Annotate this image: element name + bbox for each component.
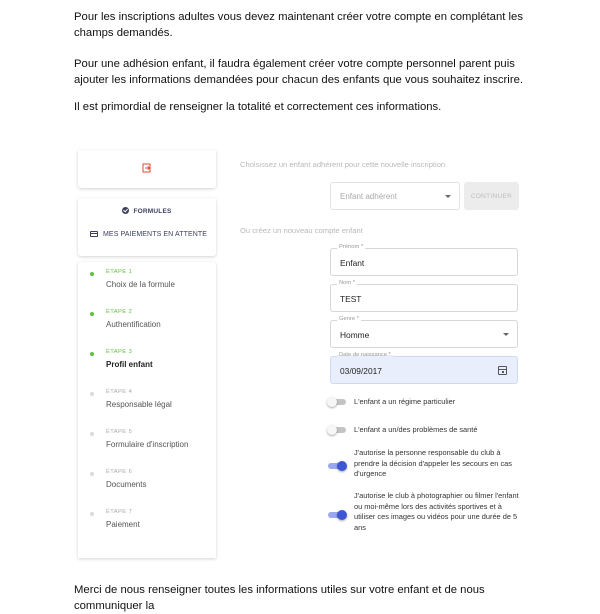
step-1[interactable] [78,269,216,309]
step-5[interactable] [78,429,216,469]
toggle-knob [327,397,337,407]
embedded-screenshot [74,150,544,558]
sidebar-menu-card [78,198,216,256]
step-title: Choix de la formule [106,280,175,289]
enfant-adherent-select[interactable] [330,182,460,210]
step-status-dot [90,352,94,356]
step-label: ÉTAPE 5 [106,429,133,435]
step-title: Documents [106,480,147,489]
intro-paragraph-children: Pour une adhésion enfant, il faudra également créer votre compte personnel parent puis ajouter les informations demandées pour chacun des enfants que vous souhaitez inscrire. [74,58,524,86]
step-status-dot [90,432,94,436]
step-status-dot [90,312,94,316]
sante-toggle[interactable] [328,427,346,433]
nom-field[interactable] [330,280,518,312]
step-6[interactable] [78,469,216,509]
closing-paragraph: Merci de nous renseigner toutes les informations utiles sur votre enfant et de nous communiquer la [74,584,485,612]
field-label: Genre * [339,316,359,322]
toggle-knob [337,510,347,520]
regime-toggle-label: L'enfant a un régime particulier [354,397,456,406]
step-status-dot [90,472,94,476]
step-label: ÉTAPE 6 [106,469,133,475]
steps-card [78,262,216,558]
field-value: Homme [340,330,370,340]
date-naissance-field[interactable] [330,352,518,384]
create-child-hint: Ou créez un nouveau compte enfant [240,226,363,235]
step-status-dot [90,512,94,516]
field-label: Date de naissance * [339,352,391,358]
field-value: TEST [340,294,362,304]
formules-label: FORMULES [133,208,172,215]
check-circle-icon [122,207,129,214]
step-label: ÉTAPE 2 [106,309,133,315]
photo-toggle-label: J'autorise le club à photographier ou filmer l'enfant ou moi-même lors des activités sportives et à utiliser ces images ou vidéos pour une durée de 5 ans [354,491,519,532]
step-title: Responsable légal [106,400,172,409]
step-3[interactable] [78,349,216,389]
field-label: Prénom * [339,244,364,250]
chevron-down-icon [503,333,509,336]
step-title: Authentification [106,320,161,329]
genre-select[interactable] [330,316,518,348]
formules-link[interactable] [78,207,216,215]
secours-toggle-label: J'autorise la personne responsable du club à prendre la décision d'appeler les secours en cas d'urgence [354,448,512,478]
paiements-label: MES PAIEMENTS EN ATTENTE [103,231,208,238]
step-status-dot [90,272,94,276]
prenom-field[interactable] [330,244,518,276]
field-label: Nom * [339,280,356,286]
sidebar-header-card [78,150,216,188]
step-label: ÉTAPE 4 [106,389,133,395]
step-title: Paiement [106,520,140,529]
regime-toggle[interactable] [328,399,346,405]
sidebar [74,150,220,558]
secours-toggle[interactable] [328,463,346,469]
step-2[interactable] [78,309,216,349]
toggle-knob [337,461,347,471]
step-4[interactable] [78,389,216,429]
photo-toggle[interactable] [328,512,346,518]
calendar-icon[interactable] [498,366,507,375]
step-label: ÉTAPE 1 [106,269,133,275]
sante-toggle-label: L'enfant a un/des problèmes de santé [354,425,478,434]
intro-paragraph-adults: Pour les inscriptions adultes vous devez maintenant créer votre compte en complétant les champs demandés. [74,11,523,39]
step-label: ÉTAPE 3 [106,349,133,355]
chevron-down-icon [445,195,451,198]
toggle-knob [327,425,337,435]
step-title: Profil enfant [106,360,153,369]
field-value: 03/09/2017 [340,366,382,376]
child-profile-form [240,150,544,558]
continue-button[interactable]: CONTINUER [464,182,519,210]
choose-child-hint: Choisissez un enfant adhérent pour cette nouvelle inscription [240,160,446,169]
paiements-link[interactable] [90,231,207,238]
step-status-dot [90,392,94,396]
intro-paragraph-important: Il est primordial de renseigner la totalité et correctement ces informations. [74,101,442,113]
step-label: ÉTAPE 7 [106,509,133,515]
step-7[interactable] [78,509,216,549]
credit-card-icon [90,231,98,237]
logout-icon[interactable] [142,163,152,173]
field-value: Enfant [340,258,365,268]
select-placeholder: Enfant adhérent [340,192,397,201]
step-title: Formulaire d'inscription [106,440,189,449]
